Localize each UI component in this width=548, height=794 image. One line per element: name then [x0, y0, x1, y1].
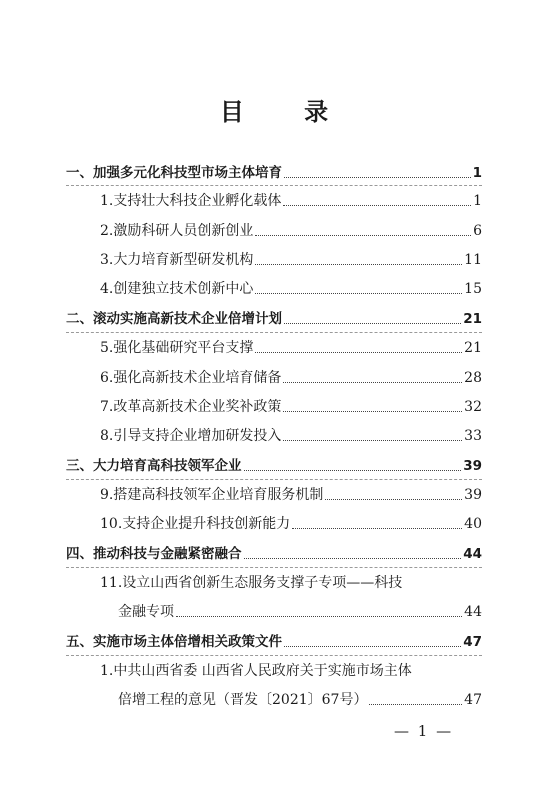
- toc-entry-label: 二、滚动实施高新技术企业倍增计划: [66, 311, 282, 327]
- toc-leader-dots: [283, 410, 462, 412]
- toc-leader-dots: [283, 381, 462, 383]
- toc-leader-dots: [283, 204, 471, 206]
- toc-page-number: 21: [463, 311, 482, 327]
- section-divider: [66, 479, 482, 480]
- toc-leader-dots: [255, 351, 462, 353]
- toc-entry-label: 1.支持壮大科技企业孵化载体: [100, 193, 282, 209]
- toc-entry-label: 8.引导支持企业增加研发投入: [100, 428, 282, 444]
- toc-entry-label: 倍增工程的意见（晋发〔2021〕67号）: [118, 692, 368, 708]
- toc-entry-label: 2.激励科研人员创新创业: [100, 223, 254, 239]
- toc-page-number: 39: [464, 487, 482, 503]
- toc-subentry[interactable]: [118, 690, 482, 710]
- toc-entry-label: 3.大力培育新型研发机构: [100, 252, 254, 268]
- toc-leader-dots: [369, 703, 462, 705]
- toc-subentry[interactable]: [100, 191, 482, 211]
- section-divider: [66, 567, 482, 568]
- toc-entry-label: 7.改革高新技术企业奖补政策: [100, 399, 282, 415]
- toc-page-number: 11: [464, 252, 482, 268]
- toc-leader-dots: [284, 322, 461, 324]
- toc-entry-label: 5.强化基础研究平台支撑: [100, 340, 254, 356]
- toc-subentry[interactable]: [100, 250, 482, 270]
- toc-section-entry[interactable]: [66, 544, 482, 564]
- toc-page-number: 21: [464, 340, 482, 356]
- toc-page-number: 44: [463, 546, 482, 562]
- toc-page-number: 6: [473, 223, 482, 239]
- toc-entry-label: 1.中共山西省委 山西省人民政府关于实施市场主体: [100, 663, 412, 679]
- toc-entry-label: 11.设立山西省创新生态服务支撑子专项——科技: [100, 575, 403, 591]
- toc-page-number: 47: [463, 634, 482, 650]
- toc-page-number: 47: [464, 692, 482, 708]
- toc-entry-label: 6.强化高新技术企业培育储备: [100, 370, 282, 386]
- toc-section-entry[interactable]: [66, 456, 482, 476]
- toc-entry-label: 4.创建独立技术创新中心: [100, 281, 254, 297]
- toc-leader-dots: [244, 557, 462, 559]
- toc-page-number: 33: [464, 428, 482, 444]
- section-divider: [66, 185, 482, 186]
- toc-subentry[interactable]: [100, 338, 482, 358]
- toc-subentry[interactable]: [100, 573, 482, 593]
- toc-subentry[interactable]: [100, 514, 482, 534]
- toc-leader-dots: [284, 645, 461, 647]
- toc-leader-dots: [255, 263, 462, 265]
- section-divider: [66, 655, 482, 656]
- toc-leader-dots: [325, 498, 462, 500]
- toc-entry-label: 10.支持企业提升科技创新能力: [100, 516, 291, 532]
- toc-subentry[interactable]: [100, 368, 482, 388]
- toc-entry-label: 三、大力培育高科技领军企业: [66, 458, 242, 474]
- toc-page-number: 1: [473, 193, 482, 209]
- section-divider: [66, 332, 482, 333]
- toc-leader-dots: [255, 234, 471, 236]
- toc-section-entry[interactable]: [66, 632, 482, 652]
- toc-entry-label: 一、加强多元化科技型市场主体培育: [66, 165, 282, 181]
- toc-leader-dots: [255, 292, 462, 294]
- toc-leader-dots: [292, 527, 462, 529]
- toc-entry-label: 四、推动科技与金融紧密融合: [66, 546, 242, 562]
- toc-leader-dots: [284, 176, 471, 178]
- toc-page-number: 39: [463, 458, 482, 474]
- toc-leader-dots: [176, 615, 462, 617]
- toc-leader-dots: [244, 469, 462, 471]
- toc-subentry[interactable]: [100, 279, 482, 299]
- toc-page-number: 40: [464, 516, 482, 532]
- toc-subentry[interactable]: [100, 426, 482, 446]
- toc-entry-label: 五、实施市场主体倍增相关政策文件: [66, 634, 282, 650]
- toc-subentry[interactable]: [100, 397, 482, 417]
- toc-page-number: 32: [464, 399, 482, 415]
- toc-page-number: 1: [472, 165, 482, 181]
- toc-subentry[interactable]: [100, 661, 482, 681]
- toc-subentry[interactable]: [100, 485, 482, 505]
- toc-subentry[interactable]: [100, 221, 482, 241]
- toc-entry-label: 9.搭建高科技领军企业培育服务机制: [100, 487, 324, 503]
- toc-leader-dots: [283, 439, 462, 441]
- page-title: 目 录: [219, 98, 355, 126]
- toc-subentry[interactable]: [118, 602, 482, 622]
- toc-entry-label: 金融专项: [118, 604, 174, 620]
- page-number: — 1 —: [394, 722, 454, 740]
- toc-section-entry[interactable]: [66, 309, 482, 329]
- toc-page-number: 28: [464, 370, 482, 386]
- toc-page-number: 15: [464, 281, 482, 297]
- toc-section-entry[interactable]: [66, 163, 482, 183]
- toc-page-number: 44: [464, 604, 482, 620]
